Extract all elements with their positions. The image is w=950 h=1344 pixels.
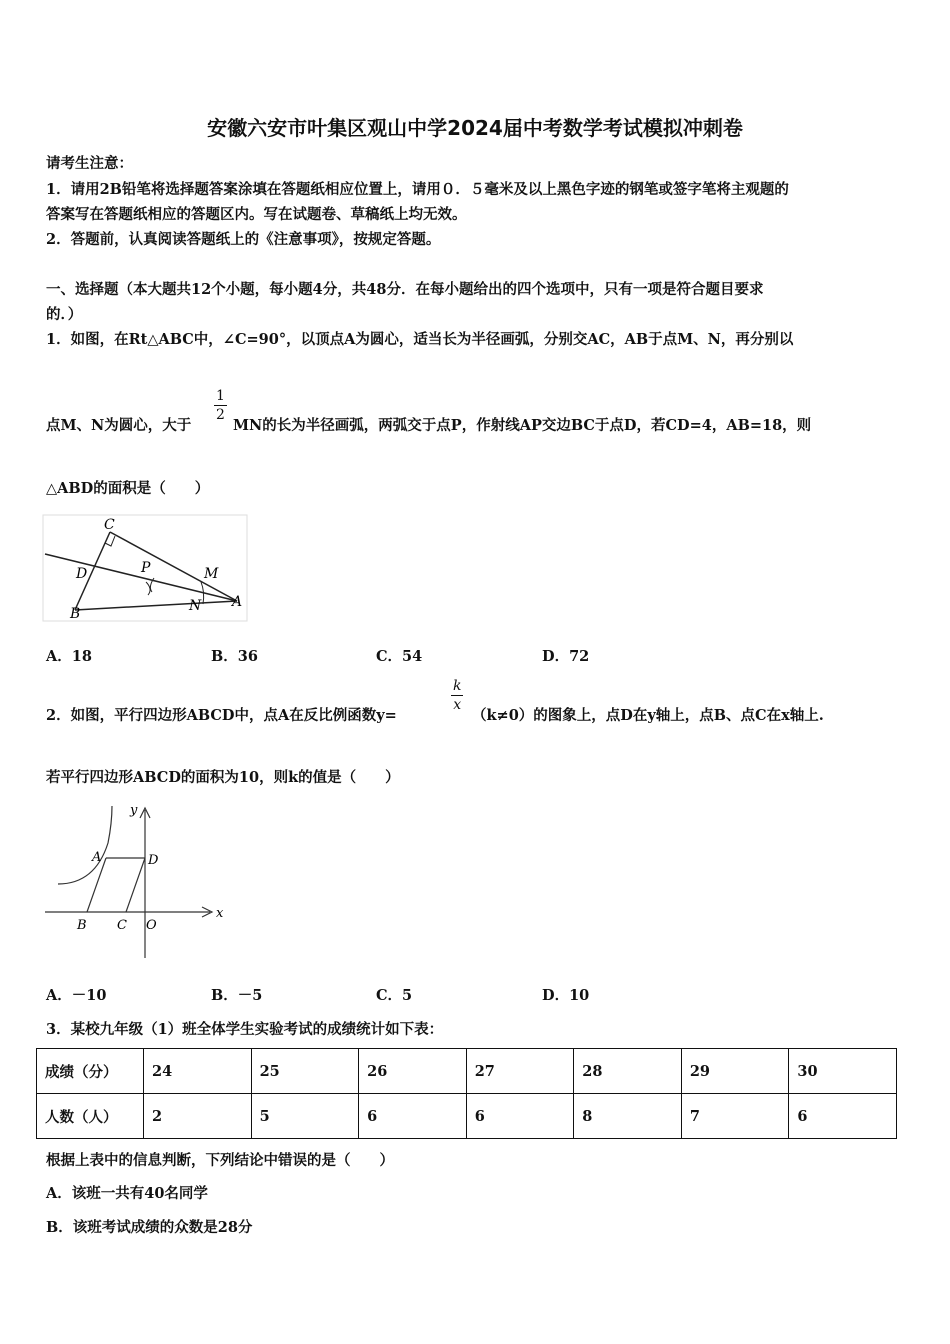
table-cell: 30 (789, 1049, 897, 1094)
q2-fraction-num: k (453, 678, 462, 694)
q2-option-a: A．－10 (46, 987, 107, 1004)
table-cell: 5 (251, 1094, 359, 1139)
q2-line-2: 若平行四边形ABCD的面积为10，则k的值是（ ） (46, 769, 400, 786)
q2-option-c: C．5 (376, 987, 413, 1004)
fig1-label-p: P (141, 560, 151, 576)
q1-option-d: D．72 (542, 648, 590, 665)
fig2-label-a: A (92, 850, 102, 865)
fig1-label-a: A (232, 594, 243, 610)
table-row (37, 1049, 897, 1094)
q3-question: 根据上表中的信息判断，下列结论中错误的是（ ） (46, 1152, 394, 1169)
table-cell: 28 (574, 1049, 682, 1094)
q1-line-2-pre: 点M、N为圆心，大于 (46, 417, 192, 434)
fig1-label-c: C (104, 517, 115, 533)
fig1-label-d: D (76, 566, 88, 582)
q1-line-3: △ABD的面积是（ ） (46, 480, 210, 497)
table-cell: 29 (681, 1049, 789, 1094)
fig2-label-y: y (130, 803, 138, 818)
q3-option-b: B．该班考试成绩的众数是28分 (46, 1219, 253, 1236)
q1-option-b: B．36 (211, 648, 258, 665)
page-title: 安徽六安市叶集区观山中学2024届中考数学考试模拟冲刺卷 (207, 116, 743, 140)
notice-heading: 请考生注意： (46, 155, 133, 172)
fig2-label-x: x (216, 906, 224, 921)
table-header-cell: 人数（人） (37, 1094, 144, 1139)
q2-option-d: D．10 (542, 987, 590, 1004)
table-cell: 6 (466, 1094, 574, 1139)
table-cell: 6 (789, 1094, 897, 1139)
notice-line-1b: 答案写在答题纸相应的答题区内。写在试题卷、草稿纸上均无效。 (46, 206, 467, 223)
table-cell: 26 (359, 1049, 467, 1094)
fig1-label-n: N (189, 598, 202, 614)
q2-option-b: B．－5 (211, 987, 263, 1004)
q2-line-1-pre: 2．如图，平行四边形ABCD中，点A在反比例函数y= (46, 707, 397, 724)
fig2-label-o: O (146, 918, 157, 933)
table-cell: 8 (574, 1094, 682, 1139)
fig1-label-m: M (204, 566, 219, 582)
q2-figure (40, 798, 230, 963)
q1-line-2-post: MN的长为半径画弧，两弧交于点P，作射线AP交边BC于点D，若CD=4，AB=18，则 (233, 417, 812, 434)
q1-line-1: 1．如图，在Rt△ABC中，∠C=90°，以顶点A为圆心，适当长为半径画弧，分别交AC，AB于点M、N，再分别以 (46, 331, 794, 348)
table-cell: 24 (144, 1049, 252, 1094)
q3-line-1: 3．某校九年级（1）班全体学生实验考试的成绩统计如下表： (46, 1021, 444, 1038)
q1-fraction-den: 2 (216, 407, 225, 423)
q2-fraction (451, 677, 463, 714)
fig2-label-c: C (117, 918, 127, 933)
table-cell: 7 (681, 1094, 789, 1139)
notice-line-2: 2．答题前，认真阅读答题纸上的《注意事项》，按规定答题。 (46, 231, 441, 248)
table-cell: 6 (359, 1094, 467, 1139)
q1-option-a: A．18 (46, 648, 92, 665)
section1-heading-cont: 的．） (46, 306, 83, 323)
table-cell: 27 (466, 1049, 574, 1094)
table-cell: 25 (251, 1049, 359, 1094)
table-row (37, 1094, 897, 1139)
q3-option-a: A．该班一共有40名同学 (46, 1185, 208, 1202)
q1-option-c: C．54 (376, 648, 423, 665)
fig2-label-b: B (77, 918, 87, 933)
fig1-label-b: B (70, 606, 81, 622)
table-cell: 2 (144, 1094, 252, 1139)
q2-fraction-den: x (453, 697, 462, 713)
scores-table (36, 1048, 897, 1139)
q1-fraction-num: 1 (216, 388, 225, 404)
notice-line-1: 1．请用2B铅笔将选择题答案涂填在答题纸相应位置上，请用０．５毫米及以上黑色字迹的钢笔或签字笔将主观题的 (46, 181, 789, 198)
q2-line-1-post: （k≠0）的图象上，点D在y轴上，点B、点C在x轴上. (472, 707, 824, 724)
fig2-label-d: D (148, 853, 159, 868)
q1-fraction (214, 387, 227, 424)
section1-heading: 一、选择题（本大题共12个小题，每小题4分，共48分．在每小题给出的四个选项中，只有一项是符合题目要求 (46, 281, 764, 298)
q1-figure (40, 512, 250, 624)
table-header-cell: 成绩（分） (37, 1049, 144, 1094)
